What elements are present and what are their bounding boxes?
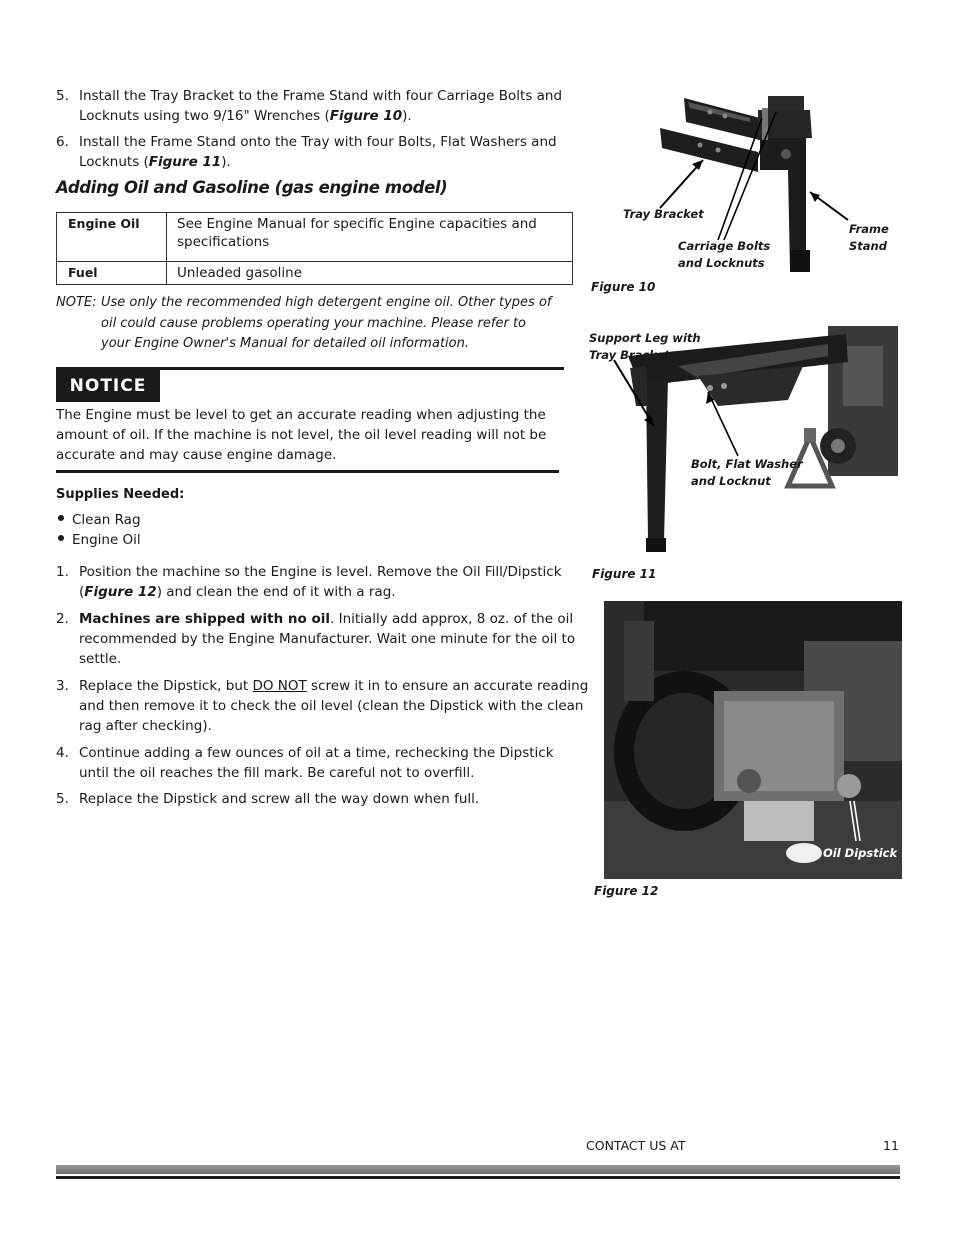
callout-tray-bracket: Tray Bracket — [623, 207, 704, 221]
bullet-icon — [58, 515, 64, 521]
table-row — [57, 262, 573, 285]
callout-line: Bolt, Flat Washer — [691, 457, 803, 471]
table-row — [57, 213, 573, 262]
notice-text: The Engine must be level to get an accurate reading when adjusting the amount of oil. If the machine is not level, the oil level reading will not be accurate and may cause engine damage. — [56, 407, 547, 463]
note-label: NOTE: — [56, 295, 97, 310]
supply-label: Clean Rag — [72, 512, 141, 528]
figure-11-caption: Figure 11 — [592, 567, 657, 581]
figure-12-caption: Figure 12 — [594, 884, 659, 898]
step-text-end: ). — [402, 108, 412, 124]
spec-value: See Engine Manual for specific Engine capacities and specifications — [167, 213, 573, 262]
step-number: 3. — [56, 678, 69, 694]
install-step-6 — [56, 132, 586, 172]
callout-line: Stand — [849, 239, 887, 253]
step-number: 2. — [56, 611, 69, 627]
step-number: 5. — [56, 791, 69, 807]
step-text: Continue adding a few ounces of oil at a time, rechecking the Dipstick until the oil reaches the fill mark. Be careful not to overfill. — [79, 745, 554, 781]
callout-line: and Locknuts — [678, 256, 765, 270]
callout-frame-stand — [849, 221, 889, 255]
oil-step-4 — [56, 743, 586, 783]
supply-item — [58, 512, 141, 528]
callout-line: Support Leg with — [589, 331, 701, 345]
step-underline-text: DO NOT — [252, 678, 307, 694]
oil-step-5 — [56, 789, 586, 809]
spec-table — [56, 212, 573, 285]
step-number: 5. — [56, 88, 69, 104]
step-text-end: ). — [221, 154, 231, 170]
figure-10-caption: Figure 10 — [591, 280, 656, 294]
notice-badge: NOTICE — [56, 370, 160, 402]
oil-step-1 — [56, 562, 586, 602]
footer-contact: CONTACT US AT — [586, 1138, 686, 1153]
callout-line: Carriage Bolts — [678, 239, 771, 253]
step-text: . Initially add approx, 8 oz. of the oil recommended by the Engine Manufacturer. Wait one minute for the oil to settle. — [79, 611, 576, 667]
oil-step-2 — [56, 609, 586, 669]
spec-key: Engine Oil — [57, 213, 167, 262]
supply-item — [58, 532, 141, 548]
page-number: 11 — [883, 1138, 899, 1153]
figure-ref: Figure 10 — [329, 108, 403, 124]
callout-line: and Locknut — [691, 474, 771, 488]
callout-bolt-washer — [691, 456, 803, 490]
callout-line: Frame — [849, 222, 889, 236]
figure-ref: Figure 12 — [84, 584, 157, 600]
oil-step-3 — [56, 676, 596, 736]
bullet-icon — [58, 535, 64, 541]
step-text-end: screw it in to ensure an accurate reading and then remove it to check the oil level (clean the Dipstick with the clean rag after checking). — [79, 678, 589, 734]
supply-label: Engine Oil — [72, 532, 141, 548]
step-text: Install the Frame Stand onto the Tray with four Bolts, Flat Washers and Locknuts ( — [79, 134, 557, 170]
step-number: 1. — [56, 564, 69, 580]
step-number: 6. — [56, 134, 69, 150]
note-text: Use only the recommended high detergent engine oil. Other types of oil could cause problems operating your machine. Please refer to your Engine Owner's Manual for detailed oil information. — [101, 295, 552, 351]
step-text: Replace the Dipstick and screw all the way down when full. — [79, 791, 480, 807]
callout-support-leg — [589, 330, 701, 364]
step-text: Position the machine so the Engine is level. Remove the Oil Fill/Dipstick ( — [79, 564, 562, 600]
footer-rule — [56, 1176, 900, 1179]
step-number: 4. — [56, 745, 69, 761]
figure-12-image — [604, 601, 902, 879]
supplies-heading: Supplies Needed: — [56, 487, 185, 502]
step-text: Replace the Dipstick, but — [79, 678, 253, 694]
step-text: Install the Tray Bracket to the Frame Stand with four Carriage Bolts and Locknuts using two 9/16" Wrenches ( — [79, 88, 563, 124]
callout-oil-dipstick: Oil Dipstick — [823, 846, 898, 860]
install-step-5 — [56, 86, 586, 126]
note-block — [56, 293, 556, 355]
step-bold-text: Machines are shipped with no oil — [79, 611, 331, 627]
section-title: Adding Oil and Gasoline (gas engine model) — [56, 178, 448, 197]
step-text-end: ) and clean the end of it with a rag. — [156, 584, 396, 600]
figure-ref: Figure 11 — [148, 154, 222, 170]
callout-carriage-bolts — [678, 238, 770, 272]
footer-bar — [56, 1165, 900, 1174]
spec-value: Unleaded gasoline — [167, 262, 573, 285]
notice-divider-bottom — [56, 470, 559, 473]
callout-line: Tray Bracket — [589, 348, 670, 362]
spec-key: Fuel — [57, 262, 167, 285]
